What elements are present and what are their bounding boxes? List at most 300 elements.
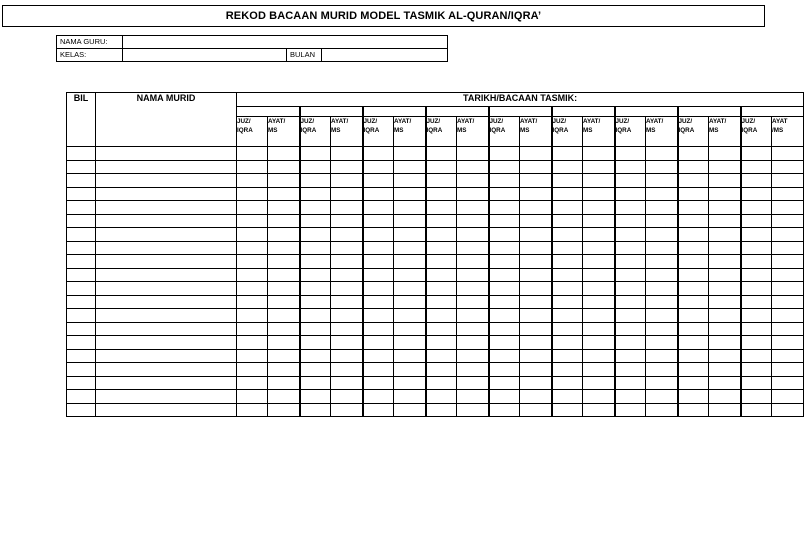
ayat-ms-cell[interactable] xyxy=(457,363,489,377)
juz-iqra-cell[interactable] xyxy=(678,309,709,323)
juz-iqra-cell[interactable] xyxy=(300,282,331,296)
bil-cell[interactable] xyxy=(67,295,96,309)
bil-cell[interactable] xyxy=(67,160,96,174)
ayat-ms-cell[interactable] xyxy=(772,241,804,255)
juz-iqra-cell[interactable] xyxy=(426,309,457,323)
ayat-ms-cell[interactable] xyxy=(520,201,552,215)
ayat-ms-cell[interactable] xyxy=(646,187,678,201)
juz-iqra-cell[interactable] xyxy=(678,376,709,390)
ayat-ms-cell[interactable] xyxy=(583,322,615,336)
juz-iqra-cell[interactable] xyxy=(615,241,646,255)
juz-iqra-cell[interactable] xyxy=(300,295,331,309)
nama-murid-cell[interactable] xyxy=(96,390,237,404)
ayat-ms-cell[interactable] xyxy=(709,309,741,323)
juz-iqra-cell[interactable] xyxy=(426,403,457,417)
ayat-ms-cell[interactable] xyxy=(457,228,489,242)
ayat-ms-cell[interactable] xyxy=(331,322,363,336)
ayat-ms-cell[interactable] xyxy=(772,214,804,228)
bil-cell[interactable] xyxy=(67,228,96,242)
ayat-ms-cell[interactable] xyxy=(394,403,426,417)
juz-iqra-cell[interactable] xyxy=(741,241,772,255)
juz-iqra-cell[interactable] xyxy=(615,322,646,336)
juz-iqra-cell[interactable] xyxy=(363,282,394,296)
ayat-ms-cell[interactable] xyxy=(457,336,489,350)
juz-iqra-cell[interactable] xyxy=(678,187,709,201)
juz-iqra-cell[interactable] xyxy=(552,255,583,269)
ayat-ms-cell[interactable] xyxy=(268,295,300,309)
ayat-ms-cell[interactable] xyxy=(709,268,741,282)
bil-cell[interactable] xyxy=(67,376,96,390)
juz-iqra-cell[interactable] xyxy=(300,201,331,215)
juz-iqra-cell[interactable] xyxy=(300,363,331,377)
ayat-ms-cell[interactable] xyxy=(772,187,804,201)
juz-iqra-cell[interactable] xyxy=(237,160,268,174)
ayat-ms-cell[interactable] xyxy=(646,255,678,269)
ayat-ms-cell[interactable] xyxy=(457,376,489,390)
ayat-ms-cell[interactable] xyxy=(646,228,678,242)
ayat-ms-cell[interactable] xyxy=(331,201,363,215)
juz-iqra-cell[interactable] xyxy=(615,295,646,309)
ayat-ms-cell[interactable] xyxy=(646,336,678,350)
ayat-ms-cell[interactable] xyxy=(331,390,363,404)
juz-iqra-cell[interactable] xyxy=(678,214,709,228)
juz-iqra-cell[interactable] xyxy=(615,147,646,161)
juz-iqra-cell[interactable] xyxy=(300,160,331,174)
date-cell[interactable] xyxy=(426,107,489,117)
date-cell[interactable] xyxy=(300,107,363,117)
juz-iqra-cell[interactable] xyxy=(489,322,520,336)
juz-iqra-cell[interactable] xyxy=(678,336,709,350)
ayat-ms-cell[interactable] xyxy=(646,174,678,188)
ayat-ms-cell[interactable] xyxy=(394,147,426,161)
juz-iqra-cell[interactable] xyxy=(678,390,709,404)
bil-cell[interactable] xyxy=(67,336,96,350)
ayat-ms-cell[interactable] xyxy=(268,201,300,215)
juz-iqra-cell[interactable] xyxy=(489,268,520,282)
ayat-ms-cell[interactable] xyxy=(394,187,426,201)
juz-iqra-cell[interactable] xyxy=(552,241,583,255)
ayat-ms-cell[interactable] xyxy=(268,241,300,255)
juz-iqra-cell[interactable] xyxy=(237,255,268,269)
juz-iqra-cell[interactable] xyxy=(552,201,583,215)
ayat-ms-cell[interactable] xyxy=(646,376,678,390)
juz-iqra-cell[interactable] xyxy=(552,322,583,336)
juz-iqra-cell[interactable] xyxy=(300,255,331,269)
juz-iqra-cell[interactable] xyxy=(237,349,268,363)
juz-iqra-cell[interactable] xyxy=(426,349,457,363)
bil-cell[interactable] xyxy=(67,322,96,336)
juz-iqra-cell[interactable] xyxy=(363,160,394,174)
juz-iqra-cell[interactable] xyxy=(489,282,520,296)
bil-cell[interactable] xyxy=(67,174,96,188)
ayat-ms-cell[interactable] xyxy=(268,322,300,336)
ayat-ms-cell[interactable] xyxy=(709,241,741,255)
ayat-ms-cell[interactable] xyxy=(268,309,300,323)
juz-iqra-cell[interactable] xyxy=(237,268,268,282)
juz-iqra-cell[interactable] xyxy=(237,228,268,242)
ayat-ms-cell[interactable] xyxy=(646,363,678,377)
nama-murid-cell[interactable] xyxy=(96,214,237,228)
juz-iqra-cell[interactable] xyxy=(678,282,709,296)
date-cell[interactable] xyxy=(678,107,741,117)
ayat-ms-cell[interactable] xyxy=(583,363,615,377)
juz-iqra-cell[interactable] xyxy=(300,349,331,363)
ayat-ms-cell[interactable] xyxy=(394,174,426,188)
ayat-ms-cell[interactable] xyxy=(331,174,363,188)
juz-iqra-cell[interactable] xyxy=(678,403,709,417)
ayat-ms-cell[interactable] xyxy=(457,174,489,188)
nama-murid-cell[interactable] xyxy=(96,160,237,174)
juz-iqra-cell[interactable] xyxy=(237,174,268,188)
ayat-ms-cell[interactable] xyxy=(646,268,678,282)
ayat-ms-cell[interactable] xyxy=(709,160,741,174)
ayat-ms-cell[interactable] xyxy=(394,349,426,363)
ayat-ms-cell[interactable] xyxy=(646,349,678,363)
ayat-ms-cell[interactable] xyxy=(457,282,489,296)
juz-iqra-cell[interactable] xyxy=(552,187,583,201)
ayat-ms-cell[interactable] xyxy=(457,390,489,404)
juz-iqra-cell[interactable] xyxy=(741,282,772,296)
ayat-ms-cell[interactable] xyxy=(457,403,489,417)
date-cell[interactable] xyxy=(741,107,804,117)
juz-iqra-cell[interactable] xyxy=(552,309,583,323)
bil-cell[interactable] xyxy=(67,282,96,296)
juz-iqra-cell[interactable] xyxy=(552,282,583,296)
juz-iqra-cell[interactable] xyxy=(489,336,520,350)
ayat-ms-cell[interactable] xyxy=(520,187,552,201)
juz-iqra-cell[interactable] xyxy=(489,390,520,404)
ayat-ms-cell[interactable] xyxy=(268,349,300,363)
juz-iqra-cell[interactable] xyxy=(363,268,394,282)
juz-iqra-cell[interactable] xyxy=(489,147,520,161)
nama-murid-cell[interactable] xyxy=(96,403,237,417)
ayat-ms-cell[interactable] xyxy=(394,282,426,296)
juz-iqra-cell[interactable] xyxy=(426,228,457,242)
juz-iqra-cell[interactable] xyxy=(363,201,394,215)
ayat-ms-cell[interactable] xyxy=(709,363,741,377)
ayat-ms-cell[interactable] xyxy=(331,376,363,390)
ayat-ms-cell[interactable] xyxy=(583,309,615,323)
juz-iqra-cell[interactable] xyxy=(237,390,268,404)
juz-iqra-cell[interactable] xyxy=(741,187,772,201)
juz-iqra-cell[interactable] xyxy=(741,363,772,377)
juz-iqra-cell[interactable] xyxy=(678,255,709,269)
juz-iqra-cell[interactable] xyxy=(615,403,646,417)
ayat-ms-cell[interactable] xyxy=(268,187,300,201)
juz-iqra-cell[interactable] xyxy=(615,309,646,323)
ayat-ms-cell[interactable] xyxy=(709,214,741,228)
juz-iqra-cell[interactable] xyxy=(426,390,457,404)
juz-iqra-cell[interactable] xyxy=(678,241,709,255)
juz-iqra-cell[interactable] xyxy=(426,376,457,390)
juz-iqra-cell[interactable] xyxy=(615,349,646,363)
ayat-ms-cell[interactable] xyxy=(583,403,615,417)
juz-iqra-cell[interactable] xyxy=(237,201,268,215)
juz-iqra-cell[interactable] xyxy=(552,376,583,390)
ayat-ms-cell[interactable] xyxy=(457,187,489,201)
juz-iqra-cell[interactable] xyxy=(489,201,520,215)
ayat-ms-cell[interactable] xyxy=(268,403,300,417)
ayat-ms-cell[interactable] xyxy=(520,255,552,269)
ayat-ms-cell[interactable] xyxy=(457,349,489,363)
nama-murid-cell[interactable] xyxy=(96,322,237,336)
ayat-ms-cell[interactable] xyxy=(331,241,363,255)
juz-iqra-cell[interactable] xyxy=(741,309,772,323)
juz-iqra-cell[interactable] xyxy=(363,322,394,336)
ayat-ms-cell[interactable] xyxy=(331,147,363,161)
ayat-ms-cell[interactable] xyxy=(520,160,552,174)
juz-iqra-cell[interactable] xyxy=(552,160,583,174)
ayat-ms-cell[interactable] xyxy=(772,228,804,242)
bil-cell[interactable] xyxy=(67,363,96,377)
ayat-ms-cell[interactable] xyxy=(772,268,804,282)
juz-iqra-cell[interactable] xyxy=(678,147,709,161)
juz-iqra-cell[interactable] xyxy=(363,255,394,269)
ayat-ms-cell[interactable] xyxy=(709,228,741,242)
juz-iqra-cell[interactable] xyxy=(426,282,457,296)
ayat-ms-cell[interactable] xyxy=(709,295,741,309)
juz-iqra-cell[interactable] xyxy=(300,174,331,188)
ayat-ms-cell[interactable] xyxy=(583,241,615,255)
juz-iqra-cell[interactable] xyxy=(363,363,394,377)
juz-iqra-cell[interactable] xyxy=(489,241,520,255)
date-cell[interactable] xyxy=(237,107,300,117)
juz-iqra-cell[interactable] xyxy=(489,403,520,417)
juz-iqra-cell[interactable] xyxy=(426,147,457,161)
juz-iqra-cell[interactable] xyxy=(678,228,709,242)
ayat-ms-cell[interactable] xyxy=(457,214,489,228)
ayat-ms-cell[interactable] xyxy=(583,336,615,350)
ayat-ms-cell[interactable] xyxy=(457,309,489,323)
ayat-ms-cell[interactable] xyxy=(709,349,741,363)
juz-iqra-cell[interactable] xyxy=(678,160,709,174)
ayat-ms-cell[interactable] xyxy=(394,322,426,336)
ayat-ms-cell[interactable] xyxy=(331,228,363,242)
juz-iqra-cell[interactable] xyxy=(426,201,457,215)
juz-iqra-cell[interactable] xyxy=(615,201,646,215)
ayat-ms-cell[interactable] xyxy=(772,336,804,350)
juz-iqra-cell[interactable] xyxy=(300,322,331,336)
juz-iqra-cell[interactable] xyxy=(741,255,772,269)
ayat-ms-cell[interactable] xyxy=(646,241,678,255)
bil-cell[interactable] xyxy=(67,201,96,215)
juz-iqra-cell[interactable] xyxy=(552,390,583,404)
juz-iqra-cell[interactable] xyxy=(237,336,268,350)
bil-cell[interactable] xyxy=(67,255,96,269)
juz-iqra-cell[interactable] xyxy=(489,295,520,309)
ayat-ms-cell[interactable] xyxy=(583,255,615,269)
ayat-ms-cell[interactable] xyxy=(709,336,741,350)
ayat-ms-cell[interactable] xyxy=(772,147,804,161)
juz-iqra-cell[interactable] xyxy=(678,363,709,377)
juz-iqra-cell[interactable] xyxy=(552,268,583,282)
bulan-field[interactable] xyxy=(322,49,448,62)
ayat-ms-cell[interactable] xyxy=(709,322,741,336)
ayat-ms-cell[interactable] xyxy=(331,255,363,269)
juz-iqra-cell[interactable] xyxy=(741,322,772,336)
juz-iqra-cell[interactable] xyxy=(615,282,646,296)
juz-iqra-cell[interactable] xyxy=(552,336,583,350)
ayat-ms-cell[interactable] xyxy=(772,282,804,296)
ayat-ms-cell[interactable] xyxy=(583,349,615,363)
ayat-ms-cell[interactable] xyxy=(520,174,552,188)
juz-iqra-cell[interactable] xyxy=(741,295,772,309)
juz-iqra-cell[interactable] xyxy=(678,295,709,309)
ayat-ms-cell[interactable] xyxy=(583,390,615,404)
juz-iqra-cell[interactable] xyxy=(363,309,394,323)
nama-murid-cell[interactable] xyxy=(96,309,237,323)
juz-iqra-cell[interactable] xyxy=(489,376,520,390)
juz-iqra-cell[interactable] xyxy=(552,363,583,377)
juz-iqra-cell[interactable] xyxy=(426,255,457,269)
juz-iqra-cell[interactable] xyxy=(552,147,583,161)
juz-iqra-cell[interactable] xyxy=(237,214,268,228)
juz-iqra-cell[interactable] xyxy=(237,403,268,417)
juz-iqra-cell[interactable] xyxy=(552,228,583,242)
ayat-ms-cell[interactable] xyxy=(394,268,426,282)
juz-iqra-cell[interactable] xyxy=(363,241,394,255)
juz-iqra-cell[interactable] xyxy=(237,241,268,255)
date-cell[interactable] xyxy=(363,107,426,117)
juz-iqra-cell[interactable] xyxy=(489,228,520,242)
ayat-ms-cell[interactable] xyxy=(268,255,300,269)
juz-iqra-cell[interactable] xyxy=(489,187,520,201)
ayat-ms-cell[interactable] xyxy=(646,403,678,417)
ayat-ms-cell[interactable] xyxy=(268,376,300,390)
ayat-ms-cell[interactable] xyxy=(709,376,741,390)
juz-iqra-cell[interactable] xyxy=(363,295,394,309)
juz-iqra-cell[interactable] xyxy=(363,228,394,242)
ayat-ms-cell[interactable] xyxy=(709,187,741,201)
juz-iqra-cell[interactable] xyxy=(363,376,394,390)
date-cell[interactable] xyxy=(489,107,552,117)
ayat-ms-cell[interactable] xyxy=(772,403,804,417)
ayat-ms-cell[interactable] xyxy=(394,228,426,242)
juz-iqra-cell[interactable] xyxy=(552,349,583,363)
ayat-ms-cell[interactable] xyxy=(520,214,552,228)
ayat-ms-cell[interactable] xyxy=(457,255,489,269)
juz-iqra-cell[interactable] xyxy=(363,390,394,404)
juz-iqra-cell[interactable] xyxy=(363,349,394,363)
ayat-ms-cell[interactable] xyxy=(457,241,489,255)
ayat-ms-cell[interactable] xyxy=(520,295,552,309)
juz-iqra-cell[interactable] xyxy=(489,363,520,377)
juz-iqra-cell[interactable] xyxy=(426,214,457,228)
ayat-ms-cell[interactable] xyxy=(331,160,363,174)
ayat-ms-cell[interactable] xyxy=(772,363,804,377)
ayat-ms-cell[interactable] xyxy=(772,174,804,188)
nama-murid-cell[interactable] xyxy=(96,241,237,255)
ayat-ms-cell[interactable] xyxy=(520,309,552,323)
juz-iqra-cell[interactable] xyxy=(615,268,646,282)
juz-iqra-cell[interactable] xyxy=(615,363,646,377)
juz-iqra-cell[interactable] xyxy=(741,174,772,188)
ayat-ms-cell[interactable] xyxy=(268,363,300,377)
ayat-ms-cell[interactable] xyxy=(772,376,804,390)
nama-murid-cell[interactable] xyxy=(96,268,237,282)
juz-iqra-cell[interactable] xyxy=(300,336,331,350)
nama-murid-cell[interactable] xyxy=(96,187,237,201)
ayat-ms-cell[interactable] xyxy=(520,282,552,296)
juz-iqra-cell[interactable] xyxy=(426,295,457,309)
juz-iqra-cell[interactable] xyxy=(300,309,331,323)
juz-iqra-cell[interactable] xyxy=(426,322,457,336)
ayat-ms-cell[interactable] xyxy=(394,390,426,404)
juz-iqra-cell[interactable] xyxy=(489,255,520,269)
ayat-ms-cell[interactable] xyxy=(646,214,678,228)
juz-iqra-cell[interactable] xyxy=(615,187,646,201)
juz-iqra-cell[interactable] xyxy=(363,214,394,228)
ayat-ms-cell[interactable] xyxy=(646,201,678,215)
ayat-ms-cell[interactable] xyxy=(268,390,300,404)
nama-murid-cell[interactable] xyxy=(96,282,237,296)
ayat-ms-cell[interactable] xyxy=(583,174,615,188)
ayat-ms-cell[interactable] xyxy=(520,241,552,255)
ayat-ms-cell[interactable] xyxy=(331,282,363,296)
ayat-ms-cell[interactable] xyxy=(772,295,804,309)
juz-iqra-cell[interactable] xyxy=(489,160,520,174)
juz-iqra-cell[interactable] xyxy=(552,403,583,417)
juz-iqra-cell[interactable] xyxy=(237,282,268,296)
juz-iqra-cell[interactable] xyxy=(552,174,583,188)
ayat-ms-cell[interactable] xyxy=(457,201,489,215)
ayat-ms-cell[interactable] xyxy=(394,363,426,377)
juz-iqra-cell[interactable] xyxy=(678,174,709,188)
juz-iqra-cell[interactable] xyxy=(741,160,772,174)
ayat-ms-cell[interactable] xyxy=(394,336,426,350)
juz-iqra-cell[interactable] xyxy=(615,228,646,242)
ayat-ms-cell[interactable] xyxy=(772,255,804,269)
juz-iqra-cell[interactable] xyxy=(615,214,646,228)
bil-cell[interactable] xyxy=(67,403,96,417)
ayat-ms-cell[interactable] xyxy=(394,160,426,174)
ayat-ms-cell[interactable] xyxy=(646,160,678,174)
juz-iqra-cell[interactable] xyxy=(363,187,394,201)
bil-cell[interactable] xyxy=(67,268,96,282)
juz-iqra-cell[interactable] xyxy=(741,403,772,417)
juz-iqra-cell[interactable] xyxy=(237,376,268,390)
juz-iqra-cell[interactable] xyxy=(615,336,646,350)
juz-iqra-cell[interactable] xyxy=(615,255,646,269)
nama-murid-cell[interactable] xyxy=(96,255,237,269)
ayat-ms-cell[interactable] xyxy=(268,282,300,296)
ayat-ms-cell[interactable] xyxy=(520,336,552,350)
bil-cell[interactable] xyxy=(67,349,96,363)
ayat-ms-cell[interactable] xyxy=(709,147,741,161)
juz-iqra-cell[interactable] xyxy=(237,322,268,336)
ayat-ms-cell[interactable] xyxy=(772,160,804,174)
ayat-ms-cell[interactable] xyxy=(583,228,615,242)
nama-murid-cell[interactable] xyxy=(96,363,237,377)
ayat-ms-cell[interactable] xyxy=(520,376,552,390)
ayat-ms-cell[interactable] xyxy=(457,160,489,174)
juz-iqra-cell[interactable] xyxy=(615,174,646,188)
nama-murid-cell[interactable] xyxy=(96,147,237,161)
juz-iqra-cell[interactable] xyxy=(489,349,520,363)
date-cell[interactable] xyxy=(615,107,678,117)
ayat-ms-cell[interactable] xyxy=(583,376,615,390)
juz-iqra-cell[interactable] xyxy=(489,174,520,188)
juz-iqra-cell[interactable] xyxy=(363,147,394,161)
ayat-ms-cell[interactable] xyxy=(268,336,300,350)
ayat-ms-cell[interactable] xyxy=(268,268,300,282)
juz-iqra-cell[interactable] xyxy=(741,336,772,350)
ayat-ms-cell[interactable] xyxy=(583,268,615,282)
ayat-ms-cell[interactable] xyxy=(268,147,300,161)
ayat-ms-cell[interactable] xyxy=(394,214,426,228)
nama-murid-cell[interactable] xyxy=(96,295,237,309)
ayat-ms-cell[interactable] xyxy=(457,268,489,282)
